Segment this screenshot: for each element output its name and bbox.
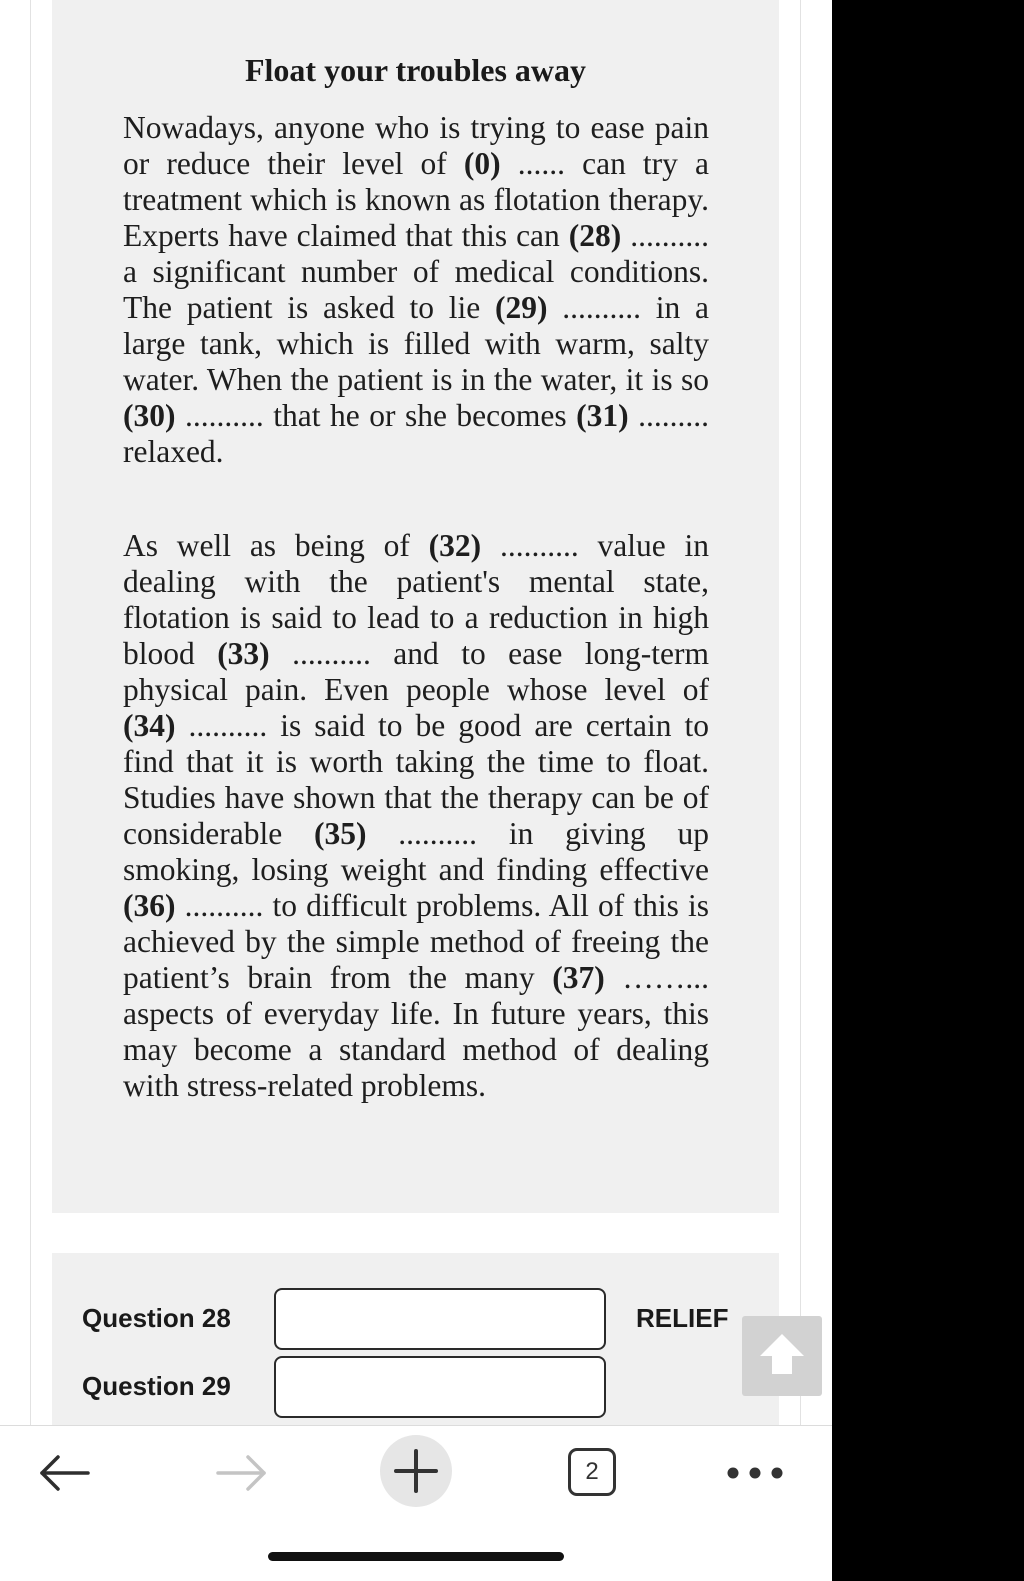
- passage-text: .......... and to ease long-term physical pain. Even people whose level of: [123, 636, 709, 707]
- reading-passage: [52, 0, 779, 1213]
- passage-text: ...... can try a treatment which is known as flotation therapy. Experts have claimed that this can: [123, 146, 710, 253]
- passage-text: Nowadays, anyone who is trying to ease pain or reduce their level of: [123, 110, 709, 181]
- passage-text: .......... is said to be good are certain to find that it is worth taking the time to float. Studies have shown that the therapy can be of considerable: [123, 708, 709, 851]
- gap-number: (34): [123, 708, 176, 743]
- passage-text: ……... aspects of everyday life. In future years, this may become a standard method of dealing with stress-related problems.: [123, 960, 709, 1103]
- passage-text: .......... in a large tank, which is filled with warm, salty water. When the patient is in the water, it is so: [123, 290, 709, 397]
- gap-number: (31): [576, 398, 629, 433]
- screen-margin: [832, 0, 1024, 1581]
- question-28-label: Question 28: [82, 1303, 231, 1333]
- gap-number: (28): [568, 218, 622, 253]
- passage-text: .......... a significant number of medical conditions. The patient is asked to lie: [123, 218, 710, 325]
- tabs-button[interactable]: [568, 1448, 616, 1496]
- answer-section: [52, 1253, 779, 1425]
- passage-text: .......... to difficult problems. All of this is achieved by the simple method of freeing the patient’s brain from the many: [123, 888, 709, 995]
- scroll-to-top-button[interactable]: [742, 1316, 822, 1396]
- home-indicator: [268, 1552, 564, 1561]
- passage-title: Float your troubles away: [244, 52, 587, 88]
- passage-text: ......... relaxed.: [123, 398, 709, 469]
- gap-number: (35): [314, 816, 367, 851]
- gap-number: (29): [494, 290, 548, 325]
- gap-number: (37): [552, 960, 605, 995]
- back-arrow-icon: [36, 1448, 96, 1498]
- passage-text: .......... in giving up smoking, losing weight and finding effective: [123, 816, 709, 887]
- question-28-input[interactable]: [274, 1288, 606, 1350]
- plus-icon: [380, 1435, 452, 1507]
- more-menu-button[interactable]: [722, 1448, 788, 1498]
- up-arrow-icon: [742, 1316, 822, 1396]
- question-29-label: Question 29: [82, 1371, 231, 1401]
- gap-number: (32): [428, 528, 482, 563]
- passage-paragraph-2: [123, 528, 709, 1104]
- passage-text: As well as being of: [123, 528, 429, 563]
- more-icon: [722, 1448, 788, 1498]
- back-button[interactable]: [36, 1448, 96, 1498]
- tab-count: 2: [585, 1458, 599, 1485]
- forward-arrow-icon: [210, 1448, 270, 1498]
- gap-number: (33): [217, 636, 270, 671]
- question-28-word-prompt: RELIEF: [636, 1303, 729, 1333]
- page-edge-left: [30, 0, 31, 1425]
- question-29-input[interactable]: [274, 1356, 606, 1418]
- gap-number: (36): [123, 888, 176, 923]
- passage-paragraph-1: [123, 110, 709, 470]
- page-edge-right: [800, 0, 801, 1425]
- passage-text: .......... that he or she becomes: [175, 398, 577, 433]
- new-tab-button[interactable]: [380, 1435, 452, 1507]
- gap-number: (30): [123, 398, 176, 433]
- forward-button[interactable]: [210, 1448, 270, 1498]
- gap-number: (0): [463, 146, 501, 181]
- passage-text: .......... value in dealing with the patient's mental state, flotation is said to lead to a reduction in high blood: [123, 528, 710, 671]
